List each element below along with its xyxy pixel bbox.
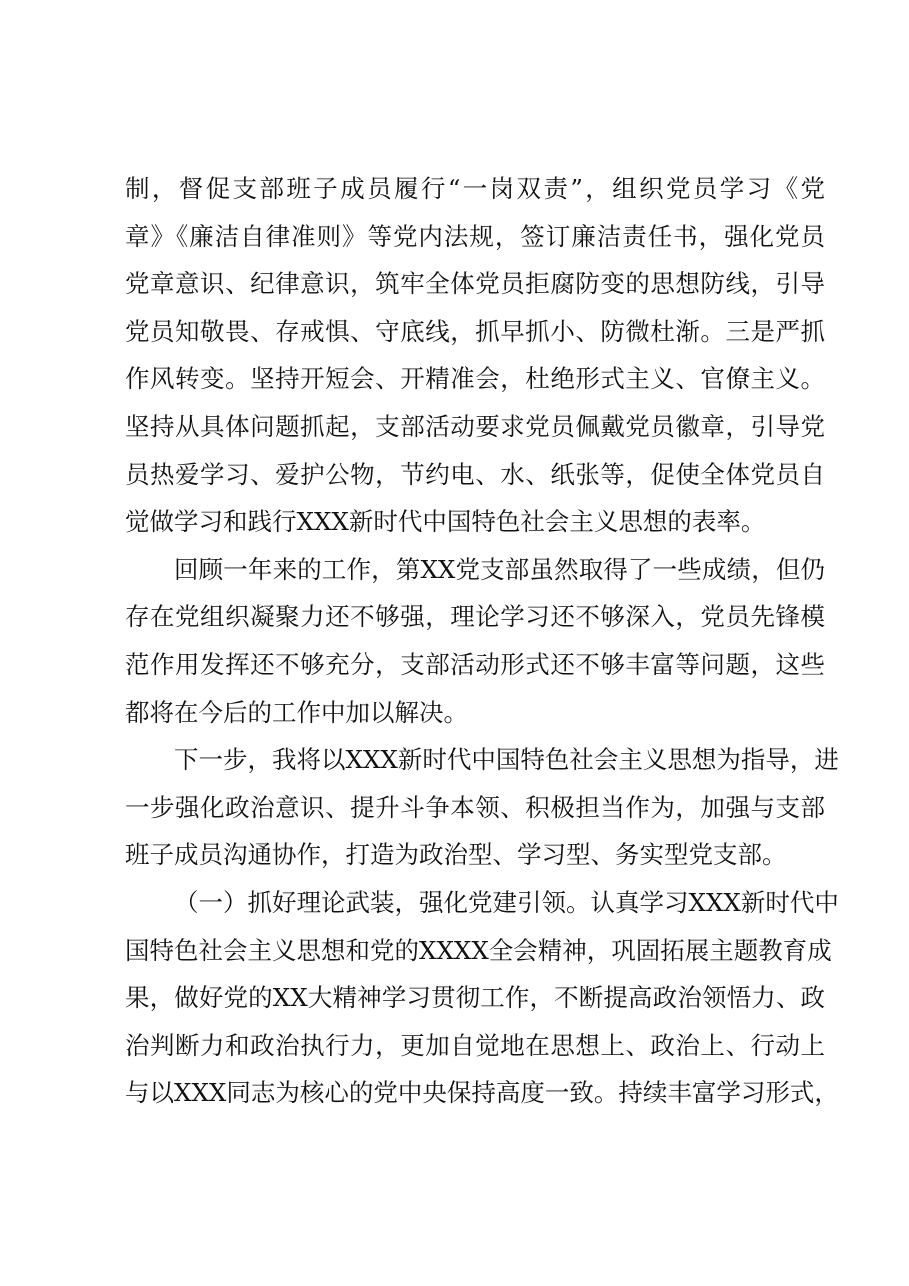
text-line: 党员知敬畏、存戒惧、守底线，抓早抓小、防微杜渐。三是严抓 [125, 316, 825, 346]
text-line: 一步强化政治意识、提升斗争本领、积极担当作为，加强与支部 [125, 792, 825, 822]
text-line: 国特色社会主义思想和党的XXXX全会精神，巩固拓展主题教育成 [125, 935, 832, 965]
text-line: 存在党组织凝聚力还不够强，理论学习还不够深入，党员先锋模 [125, 602, 825, 632]
text-line: 觉做学习和践行XXX新时代中国特色社会主义思想的表率。 [125, 507, 766, 537]
text-line: 坚持从具体问题抓起，支部活动要求党员佩戴党员徽章，引导党 [125, 411, 825, 441]
text-line: 班子成员沟通协作，打造为政治型、学习型、务实型党支部。 [125, 840, 787, 870]
text-line: 党章意识、纪律意识，筑牢全体党员拒腐防变的思想防线，引导 [125, 269, 825, 299]
text-line: 回顾一年来的工作，第XX党支部虽然取得了一些成绩，但仍 [174, 554, 825, 584]
text-line: 治判断力和政治执行力，更加自觉地在思想上、政治上、行动上 [125, 1030, 825, 1060]
text-line: 与以XXX同志为核心的党中央保持高度一致。持续丰富学习形式， [125, 1078, 839, 1108]
text-line: （一）抓好理论武装，强化党建引领。认真学习XXX新时代中 [174, 887, 839, 917]
text-line: 范作用发挥还不够充分，支部活动形式还不够丰富等问题，这些 [125, 649, 825, 679]
text-line: 作风转变。坚持开短会、开精准会，杜绝形式主义、官僚主义。 [125, 364, 825, 394]
document-body [125, 165, 839, 1117]
text-line: 章》《廉洁自律准则》等党内法规，签订廉洁责任书，强化党员 [125, 221, 825, 251]
text-line: 制，督促支部班子成员履行“一岗双责”，组织党员学习《党 [125, 174, 825, 203]
text-line: 员热爱学习、爱护公物，节约电、水、纸张等，促使全体党员自 [125, 459, 825, 489]
text-line: 都将在今后的工作中加以解决。 [125, 697, 468, 727]
text-line: 下一步，我将以XXX新时代中国特色社会主义思想为指导，进 [174, 745, 839, 775]
text-line: 果，做好党的XX大精神学习贯彻工作，不断提高政治领悟力、政 [125, 983, 825, 1013]
